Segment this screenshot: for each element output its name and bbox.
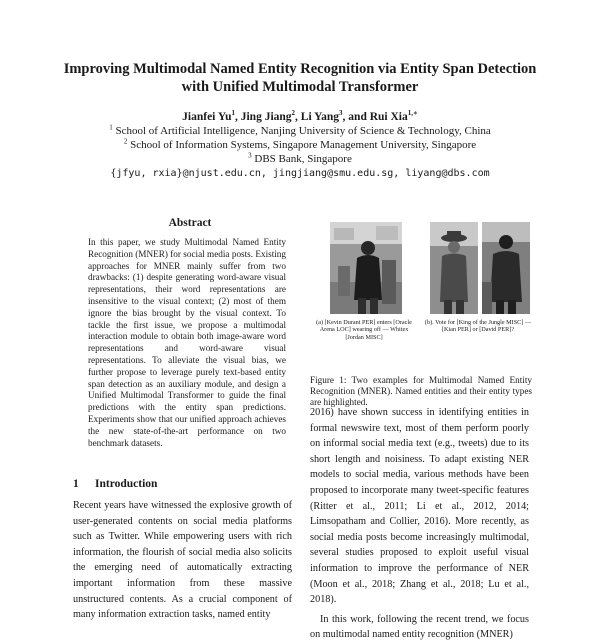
affiliation-1 [30, 125, 570, 138]
author-affiliation-mark: 2 [291, 109, 296, 118]
affiliation-mark: 2 [123, 137, 128, 146]
author-emails: {jfyu, rxia}@njust.edu.cn, jingjiang@smu.edu.sg, liyang@dbs.com [110, 168, 490, 179]
column-2-paragraph: In this work, following the recent trend, we focus on multimodal named entity recognition (MNER) [310, 613, 529, 641]
author-name: Li Yang [300, 111, 340, 123]
section-number: 1 [73, 478, 79, 490]
introduction-heading [73, 478, 293, 490]
author-separator: , [295, 111, 301, 123]
column-2-paragraph: 2016) have shown success in identifying entities in formal newswire text, most of them perform poorly on informal social media text (e.g., tweets) due to its short length and noisiness. To adapt existing NER models to social media, various methods have been proposed to incorporate many tweet-specific features (Ritter et al., 2011; Li et al., 2012, 2014; Limsopatham and Collier, 2016). More recently, as social media posts become increasingly multimodal, several studies proposed to exploit useful visual information to improve the performance of NER (Moon et al., 2018; Zhang et al., 2018; Lu et al., 2018). [310, 407, 529, 606]
author-list [40, 110, 560, 124]
section-title: Introduction [95, 478, 158, 490]
figure-subcaption-a: (a) [Kevin Durant PER] enters [Oracle Arena LOC] wearing off — Whitex [Jordan MISC] [316, 319, 412, 341]
affiliation-2 [30, 139, 570, 152]
abstract-text: In this paper, we study Multimodal Named Entity Recognition (MNER) for social media posts. Existing approaches for MNER mainly suffer from two drawbacks: (1) despite generating word-aware visual representations, their word representations are insensitive to the visual context; (2) most of them ignore the bias brought by the visual context. To tackle the first issue, we propose a multimodal interaction module to obtain both image-aware word representations and word-aware visual representations. To alleviate the visual bias, we further propose to leverage purely text-based entity span detection as an auxiliary module, and design a Unified Multimodal Transformer to guide the final predictions with the entity span predictions. Experiments show that our unified approach achieves the new state-of-the-art performance on two benchmark datasets. [88, 237, 286, 448]
author-separator: , and [342, 111, 370, 123]
author-name: Jing Jiang [240, 111, 292, 123]
author-name: Rui Xia [369, 111, 408, 123]
author-name: Jianfei Yu [182, 111, 232, 123]
affiliation-3 [30, 153, 570, 166]
figure-photo-a [330, 222, 402, 314]
figure-photo-b-left [430, 222, 478, 314]
introduction-text: Recent years have witnessed the explosive growth of user-generated contents on social media platforms such as Twitter. While empowering users with rich information, the flourish of social media also solicits the emerging need of automatically extracting important information from these massive unstructured contents. As a crucial component of many information extraction tasks, named entity [73, 500, 292, 621]
affiliation-mark: 3 [248, 151, 252, 160]
author-affiliation-mark: 1,∗ [407, 109, 418, 118]
column-2-text [310, 405, 529, 643]
figure-photo-b-left-image [430, 222, 478, 314]
abstract-heading: Abstract [168, 217, 212, 229]
paper-title: Improving Multimodal Named Entity Recognition via Entity Span Detection with Unified Multimodal Transformer [63, 61, 537, 95]
affiliation-text: School of Artificial Intelligence, Nanjing University of Science & Technology, China [115, 125, 491, 137]
affiliation-mark: 1 [109, 123, 113, 132]
figure-photo-a-image [330, 222, 402, 314]
figure-caption: Figure 1: Two examples for Multimodal Named Entity Recognition (MNER). Named entities and their entity types are highlighted. [310, 375, 532, 408]
author-affiliation-mark: 1 [231, 109, 235, 118]
author-affiliation-mark: 3 [339, 109, 343, 118]
affiliation-text: School of Information Systems, Singapore Management University, Singapore [130, 139, 477, 151]
figure-photo-b-right-image [482, 222, 530, 314]
figure-subcaption-b: (b). Vote for [King of the Jungle MISC] — [Kian PER] or [David PER]? [424, 319, 532, 334]
author-separator: , [234, 111, 241, 123]
affiliation-text: DBS Bank, Singapore [254, 153, 352, 165]
figure-photo-b-right [482, 222, 530, 314]
